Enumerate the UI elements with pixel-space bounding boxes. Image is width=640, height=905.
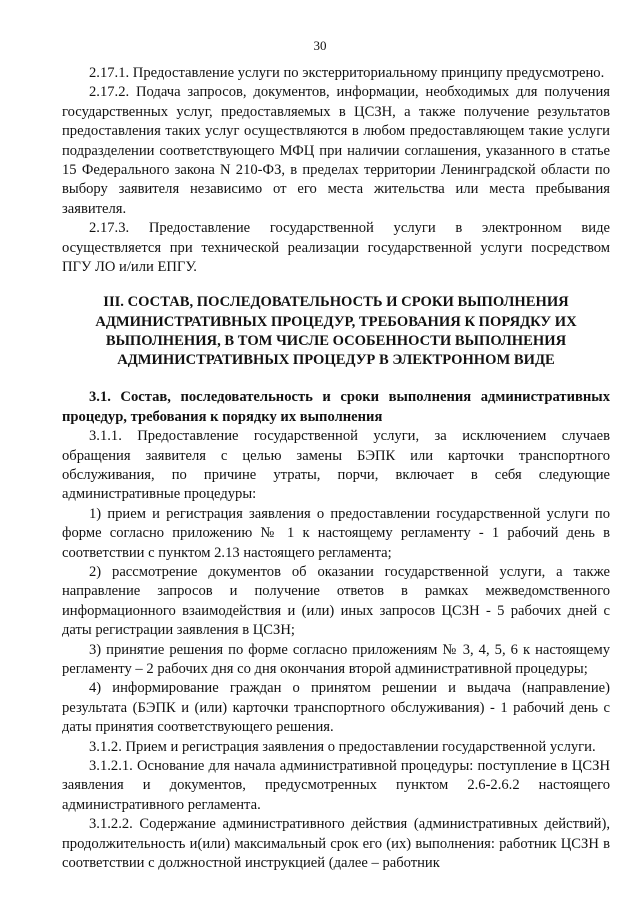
- paragraph-2-17-2: 2.17.2. Подача запросов, документов, информации, необходимых для получения государственных услуг, предоставляемых в ЦСЗН, а также получение результатов предоставления таких услуг осуществляются в любом предоставляющем такие услуги подразделении соответствующего МФЦ при наличии соглашения, указанного в статье 15 Федерального закона N 210-ФЗ, в пределах территории Ленинградской области по выбору заявителя независимо от его места жительства или места пребывания заявителя.: [62, 84, 610, 217]
- section-heading: III. СОСТАВ, ПОСЛЕДОВАТЕЛЬНОСТЬ И СРОКИ ВЫПОЛНЕНИЯ АДМИНИСТРАТИВНЫХ ПРОЦЕДУР, ТРЕБОВАНИЯ К ПОРЯДКУ ИХ ВЫПОЛНЕНИЯ, В ТОМ ЧИСЛЕ ОСОБЕННОСТИ ВЫПОЛНЕНИЯ АДМИНИСТРАТИВНЫХ ПРОЦЕДУР В ЭЛЕКТРОННОМ ВИДЕ: [95, 294, 577, 369]
- subsection-heading: 3.1. Состав, последовательность и сроки выполнения административных процедур, требования к порядку их выполнения: [62, 389, 610, 425]
- paragraph-3-1-2: 3.1.2. Прием и регистрация заявления о предоставлении государственной услуги.: [89, 738, 596, 755]
- document-body: [62, 64, 610, 873]
- list-item-2: 2) рассмотрение документов об оказании государственной услуги, а также направление запросов и получение ответов в рамках межведомственного информационного взаимодействия и (или) иных запросов ЦСЗН - 5 рабочих дней с даты регистрации заявления в ЦСЗН;: [62, 563, 610, 639]
- list-item-1: 1) прием и регистрация заявления о предоставлении государственной услуги по форме согласно приложению № 1 к настоящему регламенту - 1 рабочий день в соответствии с пунктом 2.13 настоящего регламента;: [62, 505, 610, 561]
- paragraph-3-1-2-2: 3.1.2.2. Содержание административного действия (административных действий), продолжительность и(или) максимальный срок его (их) выполнения: работник ЦСЗН в соответствии с должностной инструкцией (далее – работник: [62, 816, 610, 872]
- paragraph-2-17-3: 2.17.3. Предоставление государственной услуги в электронном виде осуществляется при технической реализации государственной услуги посредством ПГУ ЛО и/или ЕПГУ.: [62, 220, 610, 276]
- page-number: 30: [313, 38, 327, 53]
- paragraph-2-17-1: 2.17.1. Предоставление услуги по экстерриториальному принципу предусмотрено.: [89, 65, 605, 81]
- paragraph-3-1-2-1: 3.1.2.1. Основание для начала административной процедуры: поступление в ЦСЗН заявления и документов, предусмотренных пунктом 2.6-2.6.2 настоящего административного регламента.: [62, 758, 610, 813]
- paragraph-3-1-1: 3.1.1. Предоставление государственной услуги, за исключением случаев обращения заявителя с целью замены БЭПК или карточки транспортного обслуживания, по причине утраты, порчи, включает в себя следующие административные процедуры:: [62, 428, 610, 503]
- list-item-4: 4) информирование граждан о принятом решении и выдача (направление) результата (БЭПК и (или) карточки транспортного обслуживания) - 1 рабочий день с даты принятия соответствующего решения.: [62, 680, 610, 736]
- list-item-3: 3) принятие решения по форме согласно приложениям № 3, 4, 5, 6 к настоящему регламенту – 2 рабочих дня со дня окончания второй административной процедуры;: [62, 641, 610, 677]
